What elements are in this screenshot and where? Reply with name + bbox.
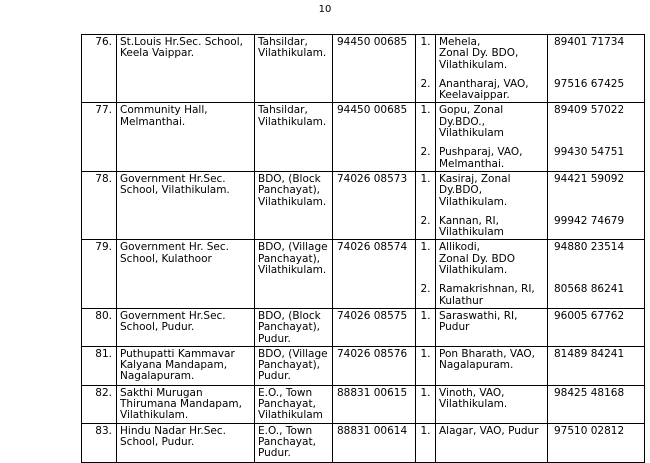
person-name: Kannan, RI, Vilathikulam	[439, 214, 504, 239]
person-mobile-cell	[548, 385, 645, 423]
officer-phone-cell: 74026 08574	[333, 240, 416, 308]
serial-number-cell: 81.	[82, 346, 117, 385]
person-mobile: 97516 67425	[554, 77, 625, 90]
serial-number-cell: 82.	[82, 385, 117, 423]
location-cell: Hindu Nadar Hr.Sec. School, Pudur.	[117, 423, 255, 462]
person-index: 1.	[420, 172, 431, 185]
person-index-cell	[416, 240, 436, 308]
location-cell: Sakthi Murugan Thirumana Mandapam, Vilathikulam.	[117, 385, 255, 423]
person-name-cell	[436, 35, 548, 103]
officer-phone-cell: 74026 08573	[333, 171, 416, 239]
polling-staff-table	[81, 34, 645, 463]
person-name: Pushparaj, VAO, Melmanthai.	[439, 146, 523, 170]
table-row	[82, 346, 645, 385]
person-index-cell	[416, 103, 436, 171]
person-name-cell	[436, 423, 548, 462]
person-mobile-cell	[548, 423, 645, 462]
officer-phone-cell: 94450 00685	[333, 35, 416, 103]
table-row	[82, 308, 645, 346]
officer-phone-cell: 88831 00615	[333, 385, 416, 423]
person-index-cell	[416, 171, 436, 239]
person-mobile: 80568 86241	[554, 283, 625, 296]
person-mobile: 94421 59092	[554, 172, 625, 185]
person-index-cell	[416, 308, 436, 346]
officer-phone-cell: 74026 08576	[333, 346, 416, 385]
person-name-cell	[436, 346, 548, 385]
person-mobile: 99942 74679	[554, 214, 625, 227]
person-name: Mehela, Zonal Dy. BDO, Vilathikulam.	[439, 36, 519, 71]
person-name: Gopu, Zonal Dy.BDO., Vilathikulam	[439, 104, 504, 140]
person-name: Kasiraj, Zonal Dy.BDO, Vilathikulam.	[439, 172, 511, 208]
person-name-cell	[436, 385, 548, 423]
person-index-cell	[416, 35, 436, 103]
person-mobile: 96005 67762	[554, 309, 625, 322]
table-row	[82, 103, 645, 171]
location-cell: Government Hr.Sec. School, Pudur.	[117, 308, 255, 346]
person-name: Vinoth, VAO, Vilathikulam.	[439, 386, 508, 411]
officer-cell: BDO, (Village Panchayat), Vilathikulam.	[255, 240, 333, 308]
officer-cell: BDO, (Village Panchayat), Pudur.	[255, 346, 333, 385]
person-mobile: 98425 48168	[554, 386, 625, 399]
person-index: 2.	[420, 283, 431, 296]
person-index: 1.	[420, 309, 431, 322]
officer-cell: BDO, (Block Panchayat), Vilathikulam.	[255, 171, 333, 239]
person-index-cell	[416, 385, 436, 423]
table-row	[82, 385, 645, 423]
location-cell: St.Louis Hr.Sec. School, Keela Vaippar.	[117, 35, 255, 103]
location-cell: Government Hr.Sec. School, Vilathikulam.	[117, 171, 255, 239]
person-name: Anantharaj, VAO, Keelavaippar.	[439, 77, 529, 102]
officer-cell: Tahsildar, Vilathikulam.	[255, 35, 333, 103]
serial-number-cell: 83.	[82, 423, 117, 462]
table-row	[82, 240, 645, 308]
officer-phone-cell: 88831 00614	[333, 423, 416, 462]
person-mobile: 94880 23514	[554, 241, 625, 254]
person-index: 1.	[420, 36, 431, 48]
person-mobile-cell	[548, 171, 645, 239]
serial-number-cell: 80.	[82, 308, 117, 346]
page-number: 10	[318, 4, 332, 15]
serial-number-cell: 76.	[82, 35, 117, 103]
person-mobile-cell	[548, 240, 645, 308]
person-name: Ramakrishnan, RI, Kulathur	[439, 283, 535, 307]
officer-cell: E.O., Town Panchayat, Vilathikulam	[255, 385, 333, 423]
person-name-cell	[436, 240, 548, 308]
person-index: 2.	[420, 146, 431, 159]
table-body	[82, 35, 645, 463]
officer-phone-cell: 94450 00685	[333, 103, 416, 171]
location-cell: Puthupatti Kammavar Kalyana Mandapam, Nagalapuram.	[117, 346, 255, 385]
person-name-cell	[436, 171, 548, 239]
person-index-cell	[416, 423, 436, 462]
person-name: Allikodi, Zonal Dy. BDO Vilathikulam.	[439, 241, 515, 277]
person-mobile-cell	[548, 308, 645, 346]
person-mobile-cell	[548, 35, 645, 103]
person-index: 1.	[420, 104, 431, 117]
officer-cell: BDO, (Block Panchayat), Pudur.	[255, 308, 333, 346]
person-index: 1.	[420, 386, 431, 399]
officer-cell: E.O., Town Panchayat, Pudur.	[255, 423, 333, 462]
person-mobile-cell	[548, 346, 645, 385]
person-index: 2.	[420, 77, 431, 90]
person-name: Pon Bharath, VAO, Nagalapuram.	[439, 347, 535, 372]
person-name: Saraswathi, RI, Pudur	[439, 309, 518, 334]
person-name: Alagar, VAO, Pudur	[439, 424, 539, 437]
table-row	[82, 423, 645, 462]
person-index: 1.	[420, 347, 431, 360]
person-index: 2.	[420, 214, 431, 227]
person-mobile: 89409 57022	[554, 104, 625, 117]
location-cell: Community Hall, Melmanthai.	[117, 103, 255, 171]
table-row	[82, 171, 645, 239]
person-mobile: 99430 54751	[554, 146, 625, 159]
location-cell: Government Hr. Sec. School, Kulathoor	[117, 240, 255, 308]
person-index-cell	[416, 346, 436, 385]
officer-phone-cell: 74026 08575	[333, 308, 416, 346]
serial-number-cell: 77.	[82, 103, 117, 171]
person-name-cell	[436, 103, 548, 171]
serial-number-cell: 79.	[82, 240, 117, 308]
person-mobile: 81489 84241	[554, 347, 625, 360]
person-mobile: 97510 02812	[554, 424, 625, 437]
person-name-cell	[436, 308, 548, 346]
person-mobile-cell	[548, 103, 645, 171]
person-index: 1.	[420, 241, 431, 254]
person-index: 1.	[420, 424, 431, 437]
person-mobile: 89401 71734	[554, 36, 625, 48]
serial-number-cell: 78.	[82, 171, 117, 239]
table-row	[82, 35, 645, 103]
officer-cell: Tahsildar, Vilathikulam.	[255, 103, 333, 171]
